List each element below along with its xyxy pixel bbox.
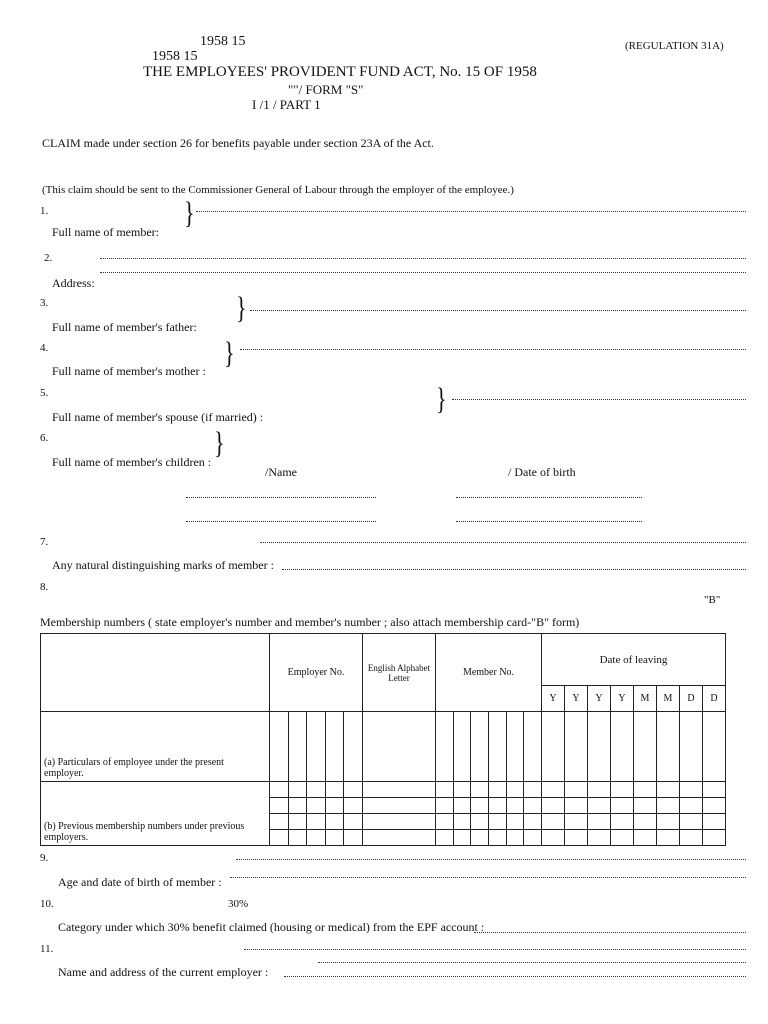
cell[interactable] (471, 782, 489, 798)
cell[interactable] (634, 830, 657, 846)
cell[interactable] (588, 830, 611, 846)
cell[interactable] (436, 830, 454, 846)
field-8-label: Membership numbers ( state employer's number and member's number ; also attach membership card-"B" form) (40, 615, 580, 629)
cell[interactable] (506, 798, 524, 814)
cell[interactable] (471, 830, 489, 846)
field-3-brace: } (236, 289, 247, 325)
cell[interactable] (524, 798, 542, 814)
field-9-line-1[interactable] (236, 859, 746, 860)
cell[interactable] (565, 830, 588, 846)
cell[interactable] (542, 814, 565, 830)
field-2-label: Address: (52, 276, 95, 290)
field-3-number: 3. (40, 297, 49, 309)
date-col-m2: M (657, 686, 680, 712)
cell[interactable] (288, 712, 307, 782)
cell[interactable] (363, 814, 436, 830)
cell[interactable] (524, 830, 542, 846)
cell[interactable] (634, 712, 657, 782)
cell[interactable] (488, 712, 506, 782)
row2-label: (b) Previous membership numbers under previous employers. (41, 782, 270, 846)
cell[interactable] (471, 798, 489, 814)
cell[interactable] (703, 830, 726, 846)
field-2-line-1[interactable] (100, 258, 746, 259)
date-col-y3: Y (588, 686, 611, 712)
cell[interactable] (680, 712, 703, 782)
year-line-1: 1958 15 (200, 34, 246, 49)
cell[interactable] (657, 830, 680, 846)
cell[interactable] (703, 814, 726, 830)
date-col-m1: M (634, 686, 657, 712)
cell[interactable] (288, 814, 307, 830)
cell[interactable] (680, 798, 703, 814)
table-row (41, 782, 726, 798)
cell[interactable] (611, 712, 634, 782)
field-9-line-2[interactable] (230, 877, 746, 878)
cell[interactable] (588, 712, 611, 782)
field-11-number: 11. (40, 943, 54, 955)
cell[interactable] (453, 814, 471, 830)
date-col-d1: D (680, 686, 703, 712)
field-4-label: Full name of member's mother : (52, 364, 206, 378)
cell[interactable] (344, 712, 363, 782)
field-5-label: Full name of member's spouse (if married) : (52, 410, 264, 424)
cell[interactable] (634, 782, 657, 798)
field-9-number: 9. (40, 852, 49, 864)
card-letter: "B" (704, 594, 721, 606)
field-8-number: 8. (40, 581, 49, 593)
field-11-label: Name and address of the current employer : (58, 965, 269, 979)
cell[interactable] (588, 798, 611, 814)
cell[interactable] (363, 782, 436, 798)
cell[interactable] (363, 712, 436, 782)
cell[interactable] (524, 782, 542, 798)
child-dob-line-1[interactable] (456, 497, 642, 498)
field-11-line-2[interactable] (318, 962, 746, 963)
cell[interactable] (506, 814, 524, 830)
cell[interactable] (325, 830, 344, 846)
field-6-brace: } (214, 424, 225, 460)
field-4-number: 4. (40, 342, 49, 354)
cell[interactable] (344, 782, 363, 798)
cell[interactable] (436, 798, 454, 814)
field-5-line[interactable] (452, 399, 746, 400)
cell[interactable] (436, 814, 454, 830)
cell[interactable] (611, 814, 634, 830)
cell[interactable] (270, 798, 289, 814)
col-employer-header: Employer No. (270, 634, 363, 712)
cell[interactable] (307, 814, 326, 830)
field-4-line[interactable] (240, 349, 746, 350)
child-name-line-1[interactable] (186, 497, 376, 498)
cell[interactable] (588, 782, 611, 798)
cell[interactable] (325, 782, 344, 798)
cell[interactable] (506, 830, 524, 846)
cell[interactable] (657, 798, 680, 814)
cell[interactable] (506, 782, 524, 798)
cell[interactable] (542, 798, 565, 814)
cell[interactable] (565, 798, 588, 814)
table-corner (41, 634, 270, 712)
col-member-header: Member No. (436, 634, 542, 712)
cell[interactable] (307, 798, 326, 814)
cell[interactable] (436, 712, 454, 782)
date-col-y2: Y (565, 686, 588, 712)
cell[interactable] (565, 782, 588, 798)
cell[interactable] (363, 798, 436, 814)
cell[interactable] (634, 798, 657, 814)
cell[interactable] (680, 782, 703, 798)
cell[interactable] (288, 830, 307, 846)
field-5-number: 5. (40, 387, 49, 399)
field-4-brace: } (224, 334, 235, 370)
table-row (41, 712, 726, 782)
cell[interactable] (611, 798, 634, 814)
field-1-number: 1. (40, 205, 49, 217)
field-1-label: Full name of member: (52, 225, 159, 239)
cell[interactable] (453, 798, 471, 814)
form-line: ""/ FORM "S" (288, 82, 364, 97)
cell[interactable] (325, 712, 344, 782)
children-dob-header: / Date of birth (508, 465, 576, 479)
cell[interactable] (453, 830, 471, 846)
cell[interactable] (270, 830, 289, 846)
cell[interactable] (270, 712, 289, 782)
cell[interactable] (325, 814, 344, 830)
cell[interactable] (270, 782, 289, 798)
cell[interactable] (680, 830, 703, 846)
cell[interactable] (611, 830, 634, 846)
field-3-line[interactable] (250, 310, 746, 311)
cell[interactable] (488, 798, 506, 814)
field-7-line-1[interactable] (260, 542, 746, 543)
cell[interactable] (703, 712, 726, 782)
regulation-ref: (REGULATION 31A) (625, 40, 724, 52)
field-10-number: 10. (40, 898, 54, 910)
field-10-pct: 30% (228, 898, 249, 910)
date-col-y1: Y (542, 686, 565, 712)
child-name-line-2[interactable] (186, 521, 376, 522)
cell[interactable] (344, 830, 363, 846)
cell[interactable] (565, 712, 588, 782)
cell[interactable] (542, 712, 565, 782)
note-line: (This claim should be sent to the Commissioner General of Labour through the employer of the employee.) (42, 184, 514, 196)
cell[interactable] (657, 712, 680, 782)
cell[interactable] (344, 814, 363, 830)
cell[interactable] (344, 798, 363, 814)
cell[interactable] (270, 814, 289, 830)
cell[interactable] (488, 830, 506, 846)
year-line-2: 1958 15 (152, 49, 198, 64)
cell[interactable] (488, 782, 506, 798)
cell[interactable] (471, 814, 489, 830)
col-leaving-header: Date of leaving (542, 634, 726, 686)
cell[interactable] (680, 814, 703, 830)
cell[interactable] (703, 798, 726, 814)
cell[interactable] (488, 814, 506, 830)
cell[interactable] (611, 782, 634, 798)
date-col-d2: D (703, 686, 726, 712)
claim-line: CLAIM made under section 26 for benefits payable under section 23A of the Act. (42, 136, 434, 150)
field-3-label: Full name of member's father: (52, 320, 197, 334)
field-6-number: 6. (40, 432, 49, 444)
field-7-number: 7. (40, 536, 49, 548)
field-9-label: Age and date of birth of member : (58, 875, 222, 889)
cell[interactable] (524, 712, 542, 782)
field-6-label: Full name of member's children : (52, 455, 212, 469)
cell[interactable] (288, 798, 307, 814)
cell[interactable] (453, 782, 471, 798)
cell[interactable] (657, 814, 680, 830)
child-dob-line-2[interactable] (456, 521, 642, 522)
cell[interactable] (542, 830, 565, 846)
field-11-line-1[interactable] (244, 949, 746, 950)
cell[interactable] (471, 712, 489, 782)
cell[interactable] (288, 782, 307, 798)
part-line: I /1 / PART 1 (252, 97, 321, 112)
field-2-line-2[interactable] (100, 272, 746, 273)
act-title: THE EMPLOYEES' PROVIDENT FUND ACT, No. 15 OF 1958 (143, 64, 537, 80)
field-10-line[interactable] (474, 932, 746, 933)
cell[interactable] (506, 712, 524, 782)
field-1-line[interactable] (196, 211, 746, 212)
cell[interactable] (325, 798, 344, 814)
children-name-header: /Name (265, 465, 297, 479)
field-7-line-2[interactable] (282, 569, 746, 570)
cell[interactable] (657, 782, 680, 798)
cell[interactable] (588, 814, 611, 830)
cell[interactable] (565, 814, 588, 830)
cell[interactable] (363, 830, 436, 846)
cell[interactable] (307, 782, 326, 798)
field-10-label: Category under which 30% benefit claimed (housing or medical) from the EPF account : (58, 920, 485, 934)
field-7-label: Any natural distinguishing marks of member : (52, 558, 274, 572)
cell[interactable] (436, 782, 454, 798)
cell[interactable] (703, 782, 726, 798)
field-2-number: 2. (44, 252, 53, 264)
field-11-line-3[interactable] (284, 976, 746, 977)
col-letter-header: English Alphabet Letter (363, 634, 436, 712)
field-5-brace: } (436, 380, 447, 416)
cell[interactable] (524, 814, 542, 830)
cell[interactable] (542, 782, 565, 798)
cell[interactable] (307, 830, 326, 846)
cell[interactable] (453, 712, 471, 782)
date-col-y4: Y (611, 686, 634, 712)
cell[interactable] (307, 712, 326, 782)
membership-table (40, 633, 726, 846)
cell[interactable] (634, 814, 657, 830)
field-1-brace: } (184, 194, 195, 230)
row1-label: (a) Particulars of employee under the present employer. (41, 712, 270, 782)
